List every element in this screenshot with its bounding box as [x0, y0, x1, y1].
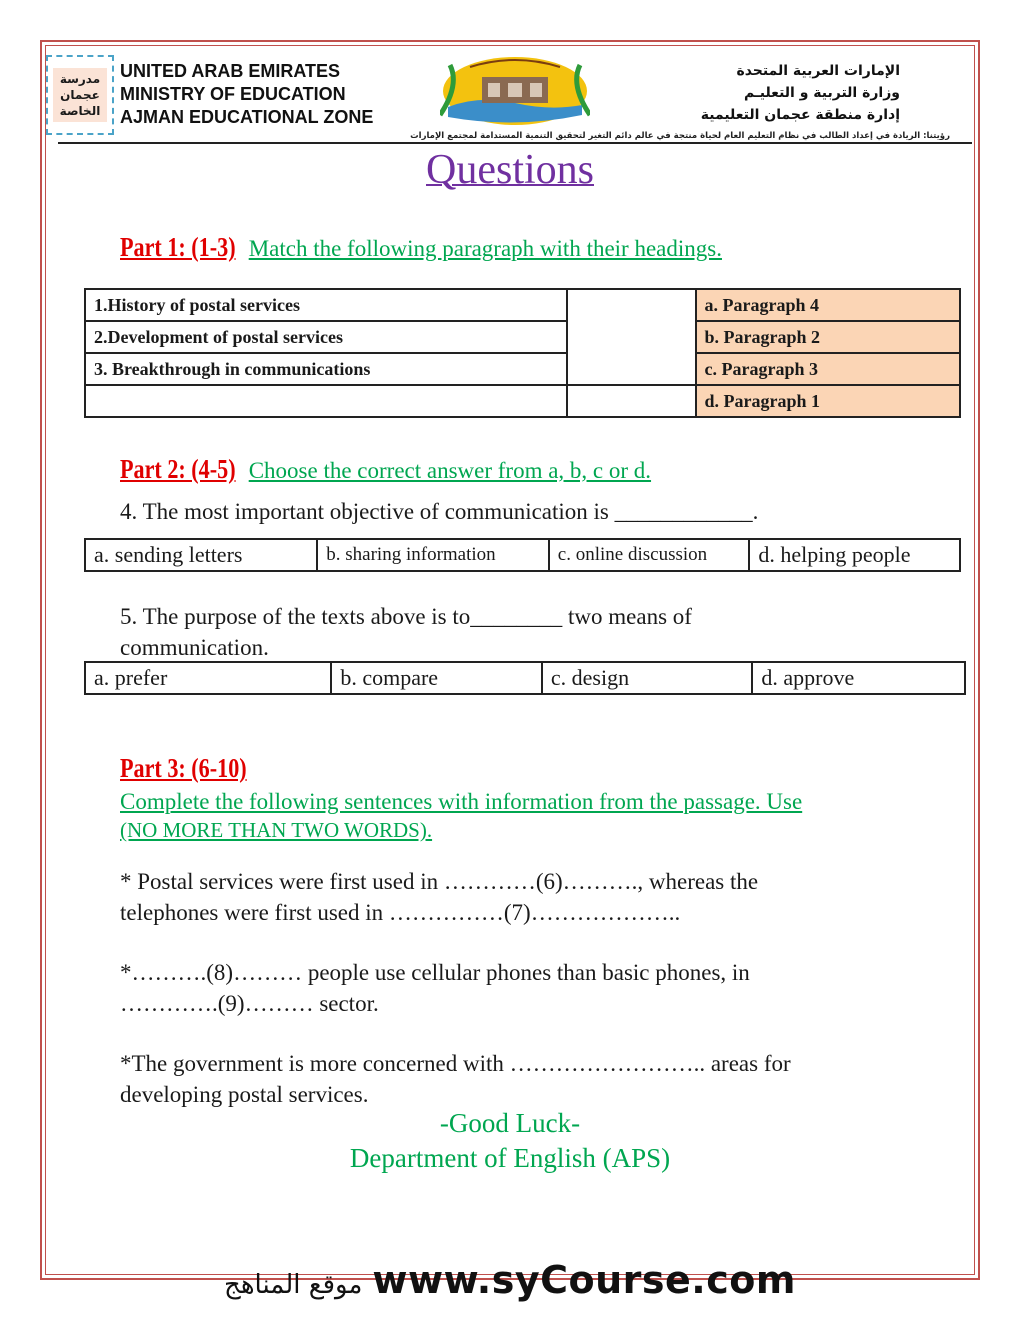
school-stamp-line: عجمان	[60, 88, 100, 102]
q5-option-b[interactable]: b. compare	[331, 662, 542, 694]
answer-blank-cell[interactable]	[567, 289, 696, 385]
part2-instruction: Choose the correct answer from a, b, c or d.	[248, 458, 652, 483]
sentence-line: developing postal services.	[120, 1082, 369, 1107]
paragraph-cell: c. Paragraph 3	[696, 353, 960, 385]
part2-label: Part 2: (4-5)	[120, 454, 236, 484]
q4-option-a[interactable]: a. sending letters	[85, 539, 317, 571]
table-row	[85, 321, 960, 353]
header-country-ar: الإمارات العربية المتحدة	[736, 63, 900, 79]
paragraph-cell: b. Paragraph 2	[696, 321, 960, 353]
part1-label: Part 1: (1-3)	[120, 232, 236, 262]
q5-option-a[interactable]: a. prefer	[85, 662, 331, 694]
good-luck: -Good Luck-	[439, 1108, 581, 1138]
answer-blank-cell[interactable]	[567, 385, 696, 417]
header-ministry-ar: وزارة التربية و التعليـم	[743, 85, 900, 101]
sentence-line: * Postal services were first used in …………(6)………., whereas the	[120, 869, 759, 894]
site-watermark	[0, 1258, 1020, 1302]
q4-option-c[interactable]: c. online discussion	[549, 539, 750, 571]
question-5	[120, 601, 692, 663]
part3-instruction	[120, 788, 920, 844]
part1-heading	[120, 232, 722, 263]
table-row	[85, 662, 965, 694]
part2-heading	[120, 454, 651, 485]
part3-instruction-line: Complete the following sentences with information from the passage. Use	[120, 789, 803, 814]
heading-cell: 1.History of postal services	[85, 289, 567, 321]
school-stamp-line: الخاصة	[59, 104, 101, 118]
school-logo	[440, 55, 590, 127]
table-row	[85, 289, 960, 321]
paragraph-cell: a. Paragraph 4	[696, 289, 960, 321]
q4-option-b[interactable]: b. sharing information	[317, 539, 549, 571]
table-row	[85, 385, 960, 417]
sentence-3	[120, 1048, 880, 1110]
header-arabic	[701, 60, 900, 126]
department-name: Department of English (APS)	[349, 1143, 671, 1173]
school-stamp	[46, 55, 114, 135]
q4-options	[84, 538, 961, 572]
page-title: Questions	[426, 147, 594, 193]
table-row	[85, 353, 960, 385]
heading-cell: 3. Breakthrough in communications	[85, 353, 567, 385]
vision-statement: رؤيتنا: الريادة في إعداد الطالب في نظام التعليم العام لحياة منتجة في عالم دائم التغير لتحقيق التنمية المستدامة لمجتمع الإمارات	[410, 131, 950, 141]
header-zone-ar: إدارة منطقة عجمان التعليمية	[700, 107, 900, 123]
question-5-line: 5. The purpose of the texts above is to________ two means of	[120, 604, 692, 629]
matching-table	[84, 288, 961, 418]
question-5-line: communication.	[120, 635, 269, 660]
question-4: 4. The most important objective of communication is ____________.	[120, 499, 759, 524]
school-stamp-text	[53, 68, 107, 122]
part3-heading	[120, 753, 256, 784]
q5-option-c[interactable]: c. design	[542, 662, 753, 694]
table-row	[85, 539, 960, 571]
sentence-2	[120, 957, 880, 1019]
part1-instruction: Match the following paragraph with their headings.	[248, 236, 722, 261]
q5-option-d[interactable]: d. approve	[752, 662, 965, 694]
paragraph-cell: d. Paragraph 1	[696, 385, 960, 417]
school-stamp-line: مدرسة	[59, 72, 101, 86]
heading-cell	[85, 385, 567, 417]
sentence-line: telephones were first used in ……………(7)………………..	[120, 900, 681, 925]
q5-options	[84, 661, 966, 695]
part3-label: Part 3: (6-10)	[120, 753, 247, 783]
heading-cell: 2.Development of postal services	[85, 321, 567, 353]
header-country: UNITED ARAB EMIRATES	[120, 61, 340, 81]
sentence-line: ………….(9)……… sector.	[120, 991, 379, 1016]
header-english	[120, 60, 373, 129]
sentence-line: *The government is more concerned with …………………….. areas for	[120, 1051, 791, 1076]
part3-instruction-line: (NO MORE THAN TWO WORDS).	[120, 818, 433, 842]
sentence-1	[120, 866, 880, 928]
watermark-arabic: موقع المناهج	[224, 1270, 363, 1300]
watermark-url[interactable]: www.syCourse.com	[372, 1258, 796, 1302]
sentence-line: *……….(8)……… people use cellular phones than basic phones, in	[120, 960, 750, 985]
q4-option-d[interactable]: d. helping people	[749, 539, 960, 571]
header-zone: AJMAN EDUCATIONAL ZONE	[120, 107, 374, 127]
header-ministry: MINISTRY OF EDUCATION	[120, 84, 346, 104]
header-divider	[58, 142, 972, 144]
